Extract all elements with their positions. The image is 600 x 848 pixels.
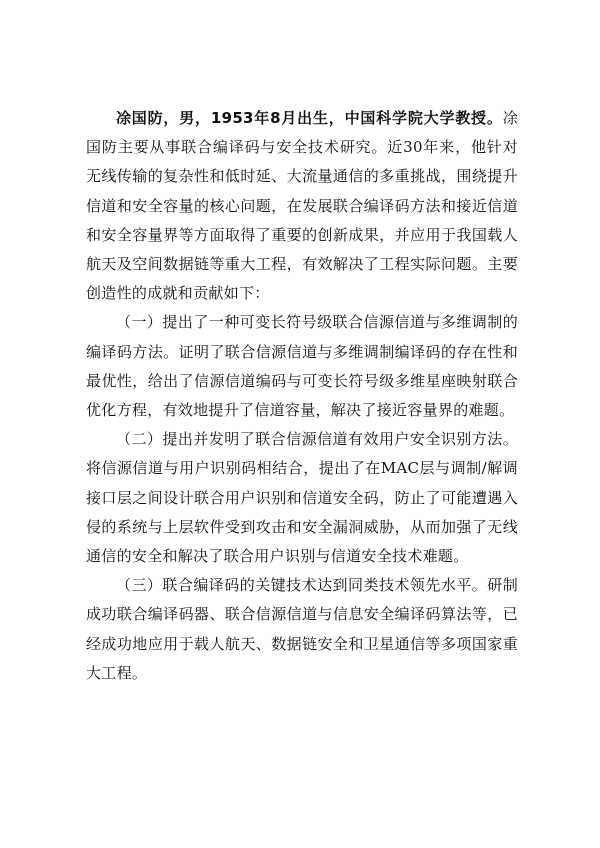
intro-paragraph bbox=[86, 104, 518, 308]
document-page bbox=[86, 104, 518, 688]
contribution-item-2: （二）提出并发明了联合信源信道有效用户安全识别方法。将信源信道与用户识别码相结合，提出了在MAC层与调制/解调接口层之间设计联合用户识别和信道安全码，防止了可能遭遇入侵的系统与上层软件受到攻击和安全漏洞威胁，从而加强了无线通信的安全和解决了联合用户识别与信道安全技术难题。 bbox=[86, 430, 518, 566]
intro-body: 凃国防主要从事联合编译码与安全技术研究。近30年来，他针对无线传输的复杂性和低时延、大流量通信的多重挑战，围绕提升信道和安全容量的核心问题，在发展联合编译码方法和接近信道和安全容量界等方面取得了重要的创新成果，并应用于我国载人航天及空间数据链等重大工程，有效解决了工程实际问题。主要创造性的成就和贡献如下： bbox=[86, 109, 518, 303]
contribution-item-1: （一）提出了一种可变长符号级联合信源信道与多维调制的编译码方法。证明了联合信源信道与多维调制编译码的存在性和最优性，给出了信源信道编码与可变长符号级多维星座映射联合优化方程，有效地提升了信道容量，解决了接近容量界的难题。 bbox=[86, 313, 518, 420]
intro-lead: 凃国防，男，1953年8月出生，中国科学院大学教授。 bbox=[116, 109, 503, 127]
contribution-item-3: （三）联合编译码的关键技术达到同类技术领先水平。研制成功联合编译码器、联合信源信道与信息安全编译码算法等，已经成功地应用于载人航天、数据链安全和卫星通信等多项国家重大工程。 bbox=[86, 576, 518, 682]
